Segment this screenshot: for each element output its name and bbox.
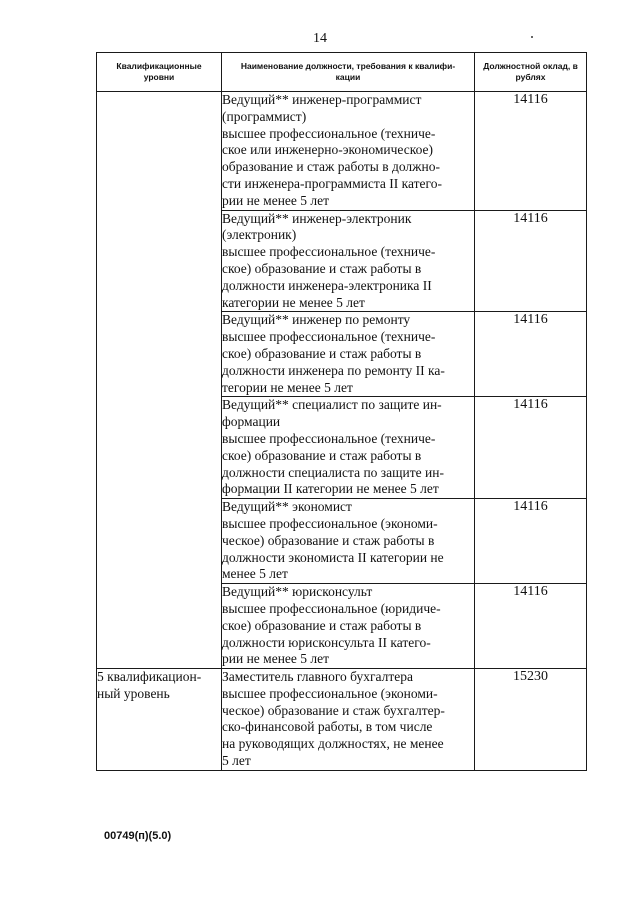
position-text-line: высшее профессиональное (техниче- <box>222 125 436 141</box>
position-cell <box>222 312 475 397</box>
position-text-line: ческое) образование и стаж бухгалтер- <box>222 702 445 718</box>
header-salary: Должностной оклад, в рублях <box>475 53 587 92</box>
position-text-line: образование и стаж работы в должно- <box>222 159 440 175</box>
position-cell <box>222 92 475 211</box>
position-text-line: формации II категории не менее 5 лет <box>222 481 439 497</box>
position-text-line: должности инженера по ремонту II ка- <box>222 362 445 378</box>
header-qualification-levels: Квалификационные уровни <box>97 53 222 92</box>
position-text-line: Ведущий** экономист <box>222 499 352 515</box>
position-text-line: Ведущий** инженер по ремонту <box>222 312 411 328</box>
document-code: 00749(п)(5.0) <box>104 830 172 842</box>
header-position-requirements: Наименование должности, требования к квалифи- кации <box>222 53 475 92</box>
level-cell: 5 квалификацион- ный уровень <box>97 669 222 771</box>
position-text-line: рии не менее 5 лет <box>222 192 330 208</box>
position-text-line: ское) образование и стаж работы в <box>222 345 422 361</box>
salary-cell: 14116 <box>475 584 587 669</box>
position-cell <box>222 584 475 669</box>
position-text-line: должности экономиста II категории не <box>222 549 444 565</box>
position-text-line: ческое) образование и стаж работы в <box>222 532 435 548</box>
position-text-line: ское) образование и стаж работы в <box>222 617 422 633</box>
position-text-line: тегории не менее 5 лет <box>222 379 353 395</box>
position-text-line: высшее профессиональное (техниче- <box>222 244 436 260</box>
table-body <box>97 92 587 771</box>
table-row <box>97 92 587 211</box>
position-text-line: Ведущий** инженер-программист <box>222 92 422 107</box>
scan-speck <box>531 36 533 38</box>
position-text-line: категории не менее 5 лет <box>222 294 365 310</box>
position-text-line: Заместитель главного бухгалтера <box>222 669 414 685</box>
salary-cell: 14116 <box>475 92 587 211</box>
position-text-line: высшее профессиональное (экономи- <box>222 685 438 701</box>
salary-table <box>96 52 587 771</box>
table-header-row <box>97 53 587 92</box>
position-text-line: Ведущий** инженер-электроник <box>222 210 412 226</box>
position-text-line: высшее профессиональное (техниче- <box>222 329 436 345</box>
position-text-line: менее 5 лет <box>222 566 288 582</box>
position-text-line: ское или инженерно-экономическое) <box>222 142 434 158</box>
table-row <box>97 669 587 771</box>
position-text-line: должности специалиста по защите ин- <box>222 464 444 480</box>
position-cell <box>222 499 475 584</box>
salary-cell: 14116 <box>475 397 587 499</box>
position-cell <box>222 397 475 499</box>
position-text-line: на руководящих должностях, не менее <box>222 736 444 752</box>
position-text-line: 5 лет <box>222 753 251 769</box>
position-cell <box>222 210 475 312</box>
position-text-line: ское) образование и стаж работы в <box>222 260 422 276</box>
page-number: 14 <box>313 31 327 46</box>
level-cell <box>97 92 222 669</box>
salary-cell: 14116 <box>475 210 587 312</box>
position-text-line: высшее профессиональное (юридиче- <box>222 600 441 616</box>
position-text-line: рии не менее 5 лет <box>222 651 330 667</box>
position-text-line: формации <box>222 414 281 430</box>
position-text-line: (электроник) <box>222 227 297 243</box>
salary-cell: 14116 <box>475 499 587 584</box>
position-text-line: ско-финансовой работы, в том числе <box>222 719 433 735</box>
position-cell <box>222 669 475 771</box>
position-text-line: Ведущий** юрисконсульт <box>222 584 373 600</box>
position-text-line: сти инженера-программиста II катего- <box>222 175 442 191</box>
position-text-line: высшее профессиональное (техниче- <box>222 430 436 446</box>
position-text-line: высшее профессиональное (экономи- <box>222 515 438 531</box>
position-text-line: должности инженера-электроника II <box>222 277 432 293</box>
salary-cell: 15230 <box>475 669 587 771</box>
position-text-line: ское) образование и стаж работы в <box>222 447 422 463</box>
salary-cell: 14116 <box>475 312 587 397</box>
position-text-line: Ведущий** специалист по защите ин- <box>222 397 442 413</box>
position-text-line: должности юрисконсульта II катего- <box>222 634 431 650</box>
position-text-line: (программист) <box>222 108 307 124</box>
